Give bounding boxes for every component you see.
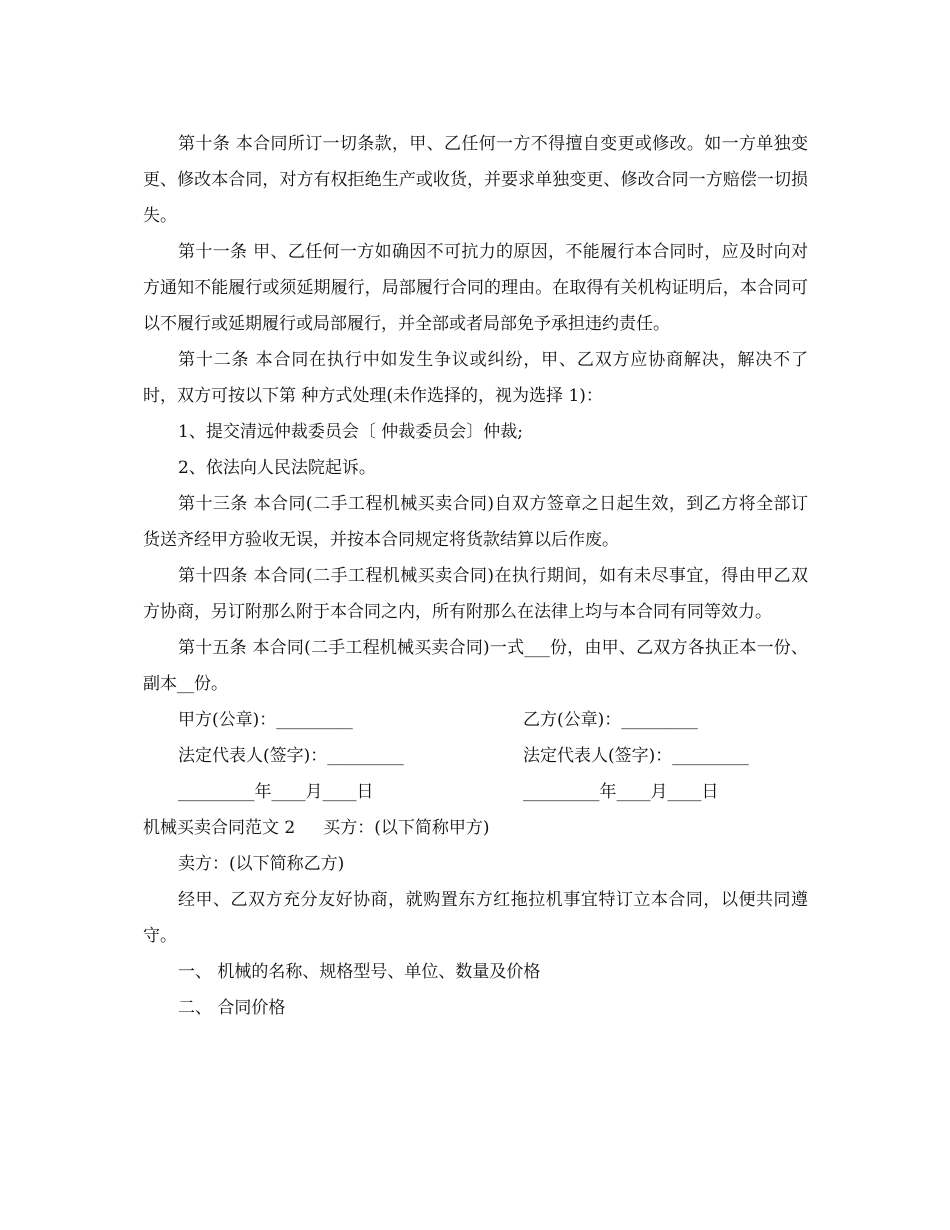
party-b-representative: 法定代表人(签字)：_________ xyxy=(523,746,749,766)
article-12-option-1: 1、提交清远仲裁委员会〔 仲裁委员会〕仲裁; xyxy=(178,422,523,442)
article-14: 第十四条 本合同(二手工程机械买卖合同)在执行期间，如有未尽事宜，得由甲乙双方协商，另订附那么附于本合同之内，所有附那么在法律上均与本合同有同等效力。 xyxy=(143,566,808,622)
article-12: 第十二条 本合同在执行中如发生争议或纠纷，甲、乙双方应协商解决，解决不了时，双方可按以下第 种方式处理(未作选择的，视为选择 1)： xyxy=(143,350,808,406)
signature-date-row xyxy=(143,774,808,810)
party-b-seal: 乙方(公章)：_________ xyxy=(523,710,698,730)
article-11: 第十一条 甲、乙任何一方如确因不可抗力的原因，不能履行本合同时，应及时向对方通知不能履行或须延期履行，局部履行合同的理由。在取得有关机构证明后，本合同可以不履行或延期履行或局部履行，并全部或者局部免予承担违约责任。 xyxy=(143,242,808,334)
party-b-date: _________年____月____日 xyxy=(523,782,719,802)
section-1-heading: 一、 机械的名称、规格型号、单位、数量及价格 xyxy=(178,962,541,982)
party-a-date: _________年____月____日 xyxy=(178,782,374,802)
next-contract-title: 机械买卖合同范文 2 xyxy=(143,818,296,838)
signature-rep-row xyxy=(143,738,808,774)
article-12-option-2: 2、依法向人民法院起诉。 xyxy=(178,458,376,478)
signature-seal-row xyxy=(143,702,808,738)
article-10: 第十条 本合同所订一切条款，甲、乙任何一方不得擅自变更或修改。如一方单独变更、修改本合同，对方有权拒绝生产或收货，并要求单独变更、修改合同一方赔偿一切损失。 xyxy=(143,134,808,226)
buyer-line: 买方：(以下简称甲方) xyxy=(323,818,490,838)
article-13: 第十三条 本合同(二手工程机械买卖合同)自双方签章之日起生效，到乙方将全部订货送齐经甲方验收无误，并按本合同规定将货款结算以后作废。 xyxy=(143,494,808,550)
article-15: 第十五条 本合同(二手工程机械买卖合同)一式___份，由甲、乙双方各执正本一份、副本__份。 xyxy=(143,638,808,694)
section-2-heading: 二、 合同价格 xyxy=(178,998,286,1018)
next-contract-heading xyxy=(143,810,808,846)
next-contract-intro: 经甲、乙双方充分友好协商，就购置东方红拖拉机事宜特订立本合同，以便共同遵守。 xyxy=(143,890,808,946)
seller-line: 卖方：(以下简称乙方) xyxy=(178,854,345,874)
party-a-seal: 甲方(公章)：_________ xyxy=(178,710,353,730)
contract-text xyxy=(143,126,808,1026)
party-a-representative: 法定代表人(签字)：_________ xyxy=(178,746,404,766)
